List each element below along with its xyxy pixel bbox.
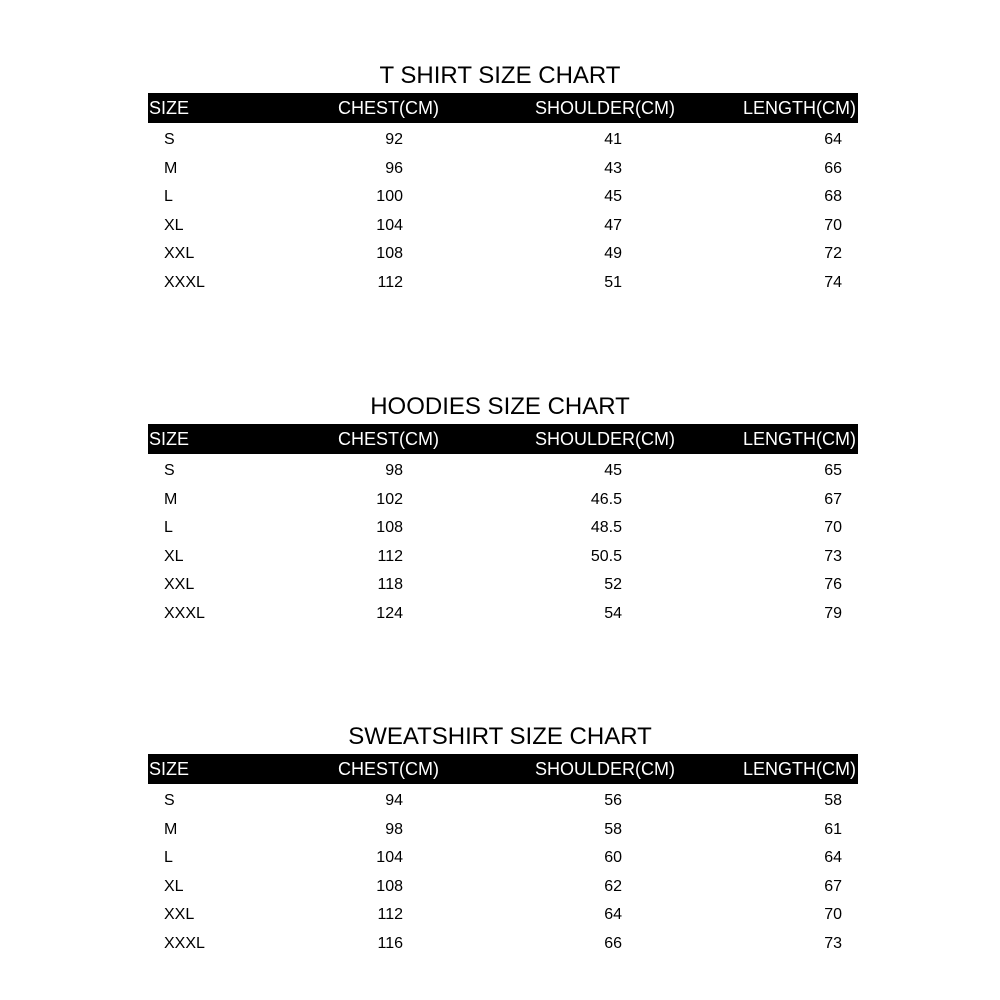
header-shoulder: SHOULDER(CM)	[535, 98, 676, 118]
cell-chest: 98	[385, 462, 403, 479]
table-header	[148, 93, 858, 123]
cell-shoulder: 45	[604, 462, 622, 479]
table-row	[148, 600, 858, 628]
sweatshirt-chart-title: SWEATSHIRT SIZE CHART	[348, 723, 652, 750]
cell-size: XXXL	[164, 934, 205, 952]
cell-size: XXXL	[164, 273, 205, 291]
cell-length: 76	[824, 576, 842, 593]
cell-length: 72	[824, 245, 842, 262]
header-length: LENGTH(CM)	[743, 759, 856, 779]
cell-shoulder: 54	[604, 604, 622, 622]
header-size: SIZE	[149, 429, 190, 449]
cell-size: XXXL	[164, 604, 205, 622]
cell-size: M	[164, 820, 178, 838]
table-row	[148, 457, 858, 485]
cell-length: 64	[824, 849, 842, 866]
cell-length: 70	[824, 216, 842, 234]
cell-shoulder: 41	[604, 131, 622, 148]
cell-shoulder: 50.5	[590, 547, 622, 565]
table-row	[148, 873, 858, 901]
cell-chest: 100	[376, 188, 403, 205]
cell-size: S	[164, 792, 175, 809]
cell-chest: 104	[376, 216, 403, 234]
cell-shoulder: 45	[604, 188, 622, 205]
cell-length: 73	[824, 934, 842, 952]
cell-size: XL	[164, 216, 184, 234]
table-row	[148, 212, 858, 240]
header-chest: CHEST(CM)	[338, 98, 439, 118]
cell-chest: 102	[376, 490, 403, 508]
table-row	[148, 816, 858, 844]
cell-chest: 96	[385, 159, 403, 177]
cell-chest: 124	[376, 604, 403, 622]
cell-length: 70	[824, 519, 842, 536]
header-shoulder: SHOULDER(CM)	[535, 759, 676, 779]
table-row	[148, 571, 858, 599]
table-row	[148, 514, 858, 542]
cell-chest: 116	[377, 934, 403, 952]
cell-size: L	[164, 849, 173, 866]
header-chest: CHEST(CM)	[338, 759, 439, 779]
cell-length: 65	[824, 462, 842, 479]
header-size: SIZE	[149, 759, 190, 779]
cell-chest: 108	[376, 519, 403, 536]
cell-chest: 108	[376, 877, 403, 895]
cell-length: 58	[824, 792, 842, 809]
cell-shoulder: 62	[604, 877, 622, 895]
tshirt-chart-title: T SHIRT SIZE CHART	[379, 62, 621, 89]
cell-shoulder: 58	[604, 820, 622, 838]
table-row	[148, 486, 858, 514]
table-row	[148, 543, 858, 571]
cell-chest: 92	[385, 131, 403, 148]
cell-length: 74	[824, 273, 842, 291]
cell-chest: 108	[376, 245, 403, 262]
cell-chest: 98	[385, 820, 403, 838]
cell-chest: 112	[377, 547, 403, 565]
cell-shoulder: 64	[604, 906, 622, 923]
table-row	[148, 844, 858, 872]
cell-size: XXL	[164, 906, 195, 923]
table-row	[148, 930, 858, 958]
cell-size: XL	[164, 547, 184, 565]
hoodies-chart-title: HOODIES SIZE CHART	[370, 393, 630, 420]
table-row	[148, 183, 858, 211]
cell-shoulder: 56	[604, 792, 622, 809]
cell-shoulder: 46.5	[590, 490, 622, 508]
cell-shoulder: 52	[604, 576, 622, 593]
cell-chest: 118	[377, 576, 403, 593]
cell-size: XL	[164, 877, 184, 895]
cell-length: 66	[824, 159, 842, 177]
cell-size: S	[164, 131, 175, 148]
header-shoulder: SHOULDER(CM)	[535, 429, 676, 449]
cell-chest: 112	[377, 906, 403, 923]
header-length: LENGTH(CM)	[743, 429, 856, 449]
cell-chest: 112	[377, 273, 403, 291]
table-row	[148, 240, 858, 268]
cell-size: S	[164, 462, 175, 479]
cell-length: 64	[824, 131, 842, 148]
cell-size: M	[164, 159, 178, 177]
cell-length: 67	[824, 877, 842, 895]
table-header	[148, 754, 858, 784]
cell-size: L	[164, 188, 173, 205]
table-row	[148, 269, 858, 297]
cell-length: 73	[824, 547, 842, 565]
cell-size: M	[164, 490, 178, 508]
table-row	[148, 126, 858, 154]
cell-chest: 104	[376, 849, 403, 866]
cell-chest: 94	[385, 792, 403, 809]
cell-shoulder: 47	[604, 216, 622, 234]
cell-size: L	[164, 519, 173, 536]
cell-shoulder: 60	[604, 849, 622, 866]
cell-shoulder: 43	[604, 159, 622, 177]
table-row	[148, 787, 858, 815]
cell-length: 79	[824, 604, 842, 622]
cell-size: XXL	[164, 245, 195, 262]
cell-length: 61	[824, 820, 842, 838]
cell-length: 68	[824, 188, 842, 205]
cell-size: XXL	[164, 576, 195, 593]
table-row	[148, 155, 858, 183]
header-length: LENGTH(CM)	[743, 98, 856, 118]
table-header	[148, 424, 858, 454]
cell-shoulder: 66	[604, 934, 622, 952]
header-size: SIZE	[149, 98, 190, 118]
cell-shoulder: 51	[604, 273, 622, 291]
header-chest: CHEST(CM)	[338, 429, 439, 449]
cell-shoulder: 48.5	[590, 519, 622, 536]
cell-length: 67	[824, 490, 842, 508]
cell-shoulder: 49	[604, 245, 622, 262]
cell-length: 70	[824, 906, 842, 923]
table-row	[148, 901, 858, 929]
